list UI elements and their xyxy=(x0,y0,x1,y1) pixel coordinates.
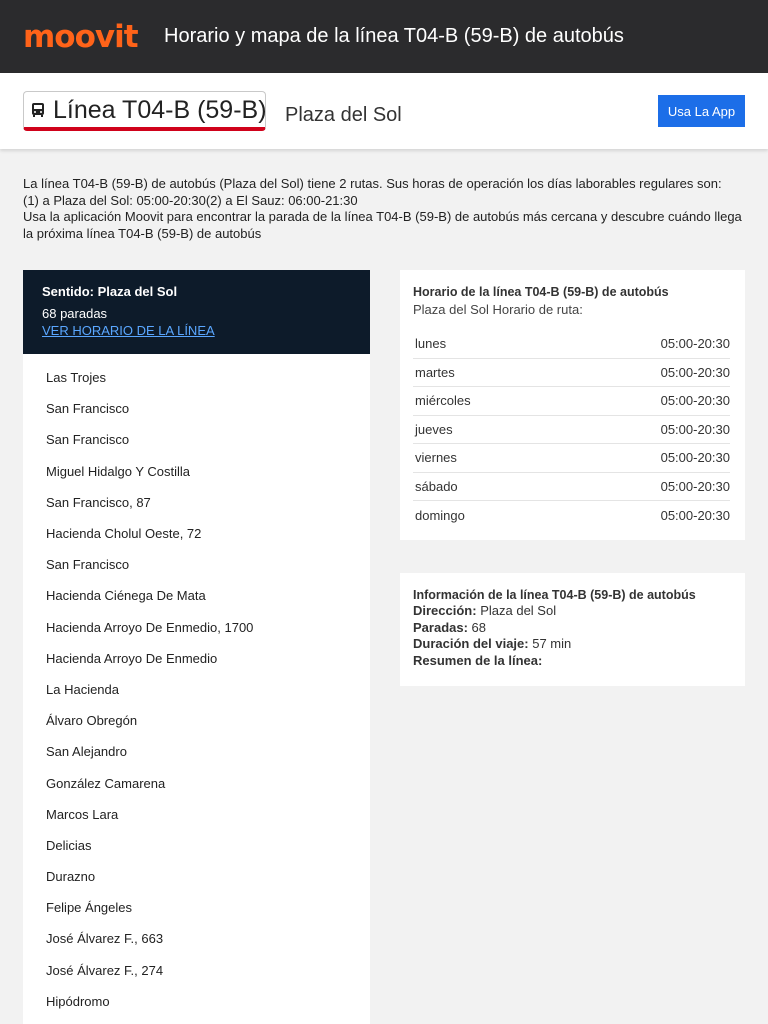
schedule-row xyxy=(413,359,730,388)
top-bar xyxy=(0,0,768,73)
stop-item[interactable]: Delicias xyxy=(46,837,92,853)
schedule-day: lunes xyxy=(415,336,447,352)
schedule-row xyxy=(413,416,730,445)
route-stops-count: 68 paradas xyxy=(42,306,108,321)
stop-item[interactable]: Hacienda Arroyo De Enmedio, 1700 xyxy=(46,619,254,635)
stop-item[interactable]: José Álvarez F., 274 xyxy=(46,962,164,978)
line-badge xyxy=(23,91,266,131)
stop-item[interactable]: Hacienda Cholul Oeste, 72 xyxy=(46,526,202,542)
schedule-row xyxy=(413,444,730,473)
use-app-button[interactable]: Usa La App xyxy=(658,95,745,127)
schedule-day: domingo xyxy=(415,507,465,523)
description-line-1: La línea T04-B (59-B) de autobús (Plaza del Sol) tiene 2 rutas. Sus horas de operación los días laborables regulares son: xyxy=(23,176,722,191)
info-stops xyxy=(413,620,732,637)
stop-item[interactable]: Hacienda Ciénega De Mata xyxy=(46,588,206,604)
route-direction: Sentido: Plaza del Sol xyxy=(42,284,178,299)
stop-item[interactable]: Durazno xyxy=(46,869,96,885)
schedule-row xyxy=(413,387,730,416)
route-card xyxy=(23,270,370,1024)
stop-item[interactable]: Miguel Hidalgo Y Costilla xyxy=(46,463,191,479)
stop-item[interactable]: Marcos Lara xyxy=(46,806,119,822)
info-duration xyxy=(413,636,732,653)
schedule-row xyxy=(413,473,730,502)
stops-list xyxy=(23,362,370,1017)
stop-item[interactable]: San Francisco xyxy=(46,557,130,573)
line-name: Línea T04-B (59-B) xyxy=(53,95,267,124)
schedule-hours: 05:00-20:30 xyxy=(660,478,730,494)
schedule-title: Horario de la línea T04-B (59-B) de autobús xyxy=(413,285,669,299)
schedule-hours: 05:00-20:30 xyxy=(660,421,730,437)
stop-item[interactable]: Felipe Ángeles xyxy=(46,900,132,916)
schedule-row xyxy=(413,501,730,530)
info-summary-label: Resumen de la línea: xyxy=(413,652,543,668)
page-title: Horario y mapa de la línea T04-B (59-B) de autobús xyxy=(164,25,624,47)
info-duration-label: Duración del viaje: xyxy=(413,636,529,651)
schedule-card xyxy=(400,270,745,540)
stop-item[interactable]: San Alejandro xyxy=(46,744,127,760)
schedule-day: miércoles xyxy=(415,393,471,409)
stop-item[interactable]: San Francisco xyxy=(46,401,130,417)
info-card xyxy=(400,573,745,686)
schedule-table xyxy=(413,330,730,530)
schedule-day: jueves xyxy=(415,421,453,437)
info-stops-label: Paradas: xyxy=(413,619,468,635)
info-duration-value: 57 min xyxy=(532,636,572,651)
info-stops-value: 68 xyxy=(471,619,487,635)
info-direction-value: Plaza del Sol xyxy=(480,603,557,618)
stop-item[interactable]: San Francisco xyxy=(46,432,130,448)
line-header xyxy=(0,73,768,149)
stop-item[interactable]: José Álvarez F., 663 xyxy=(46,931,164,947)
stop-item[interactable]: Álvaro Obregón xyxy=(46,713,138,729)
schedule-hours: 05:00-20:30 xyxy=(660,507,730,523)
schedule-hours: 05:00-20:30 xyxy=(660,393,730,409)
schedule-row xyxy=(413,330,730,359)
line-destination: Plaza del Sol xyxy=(285,104,402,126)
schedule-day: martes xyxy=(415,364,455,380)
info-summary xyxy=(413,653,732,670)
schedule-hours: 05:00-20:30 xyxy=(660,336,730,352)
schedule-hours: 05:00-20:30 xyxy=(660,364,730,380)
description-line-3: Usa la aplicación Moovit para encontrar la parada de la línea T04-B (59-B) de autobús más cercana y descubre cuándo llega la próxima línea T04-B (59-B) de autobús xyxy=(23,209,742,241)
description-line-2: (1) a Plaza del Sol: 05:00-20:30(2) a El Sauz: 06:00-21:30 xyxy=(23,192,358,208)
schedule-day: viernes xyxy=(415,450,457,466)
stop-item[interactable]: San Francisco, 87 xyxy=(46,494,151,510)
stop-item[interactable]: Hacienda Arroyo De Enmedio xyxy=(46,650,218,666)
schedule-hours: 05:00-20:30 xyxy=(660,450,730,466)
stop-item[interactable]: Hipódromo xyxy=(46,993,110,1009)
bus-icon xyxy=(29,101,47,119)
stop-item[interactable]: La Hacienda xyxy=(46,681,119,697)
route-header xyxy=(23,270,370,354)
moovit-logo[interactable]: moovit xyxy=(23,19,138,55)
info-direction-label: Dirección: xyxy=(413,603,477,618)
line-description xyxy=(23,176,745,242)
stop-item[interactable]: González Camarena xyxy=(46,775,166,791)
info-title: Información de la línea T04-B (59-B) de autobús xyxy=(413,588,696,602)
view-schedule-link[interactable]: VER HORARIO DE LA LÍNEA xyxy=(42,323,215,338)
schedule-day: sábado xyxy=(415,478,458,494)
info-direction xyxy=(413,603,732,620)
schedule-subtitle: Plaza del Sol Horario de ruta: xyxy=(413,302,583,317)
stop-item[interactable]: Las Trojes xyxy=(46,370,106,386)
